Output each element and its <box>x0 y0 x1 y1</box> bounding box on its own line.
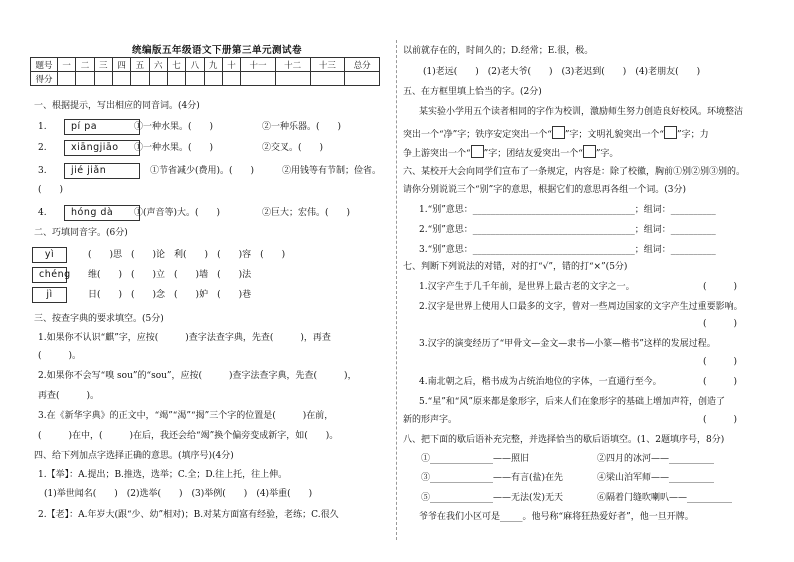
s1-q3-a: ①节省减少(费用)。( ) <box>150 166 255 176</box>
s4-cont-options: (1)老远( ) (2)老大爷( ) (3)老迟到( ) (4)老朋友( ) <box>423 67 701 77</box>
score-entry-cell[interactable] <box>310 72 345 86</box>
answer-box-3[interactable] <box>471 145 484 158</box>
score-header-cell: 十二 <box>275 58 310 72</box>
s8-r2-b: ④梁山泊军师——__________ <box>597 473 715 483</box>
s7-q4: 4.南北朝之后，楷书成为占统治地位的字体，一直通行至今。 <box>419 377 662 387</box>
score-entry-cell[interactable] <box>204 72 222 86</box>
s5-line2-a: 突出一个“净”字；铁序安定突出一个“ <box>403 130 552 140</box>
score-value-row <box>31 72 380 86</box>
s3-q3-line2: ( )在中，( )在后，我还会给“竭”换个偏旁变成新字，如( )。 <box>38 431 339 441</box>
s4-q2-line1: 2.【老】：A.年岁大(跟“少、幼”相对)；B.对某方面富有经验，老练；C.很久 <box>38 510 339 520</box>
s3-q1-line1: 1.如果你不认识“麒”字，应按( )查字法查字典，先查( )，再查 <box>38 333 331 343</box>
s7-q1-mark: ( ) <box>703 282 738 292</box>
score-entry-cell[interactable] <box>186 72 204 86</box>
s7-q5-mark: ( ) <box>703 415 738 425</box>
s5-line3-c: ”字。 <box>595 149 619 159</box>
s3-q3-line1: 3.在《新华字典》的正文中，“竭”“渴”“揭”三个字的位置是( )在前， <box>38 411 334 421</box>
score-header-cell: 十三 <box>310 58 345 72</box>
score-header-cell: 四 <box>112 58 130 72</box>
s1-q3-cont: ( ) <box>38 185 64 195</box>
s2-r2-text: 维( ) ( )立 ( )墙 ( )法 <box>88 270 252 280</box>
s2-r1-pinyin-box: yì <box>32 247 67 263</box>
score-entry-cell[interactable] <box>167 72 185 86</box>
s1-q2-pinyin-box: xiāngjiāo <box>64 140 140 156</box>
s1-q1-a: ①一种水果。( ) <box>134 122 214 132</box>
s7-q4-mark: ( ) <box>703 377 738 387</box>
score-entry-cell[interactable] <box>345 72 380 86</box>
left-column <box>30 0 392 562</box>
section-7-heading: 七、判断下列说法的对错，对的打“√”，错的打“×”(5分) <box>403 262 628 272</box>
score-entry-cell[interactable] <box>131 72 149 86</box>
s1-q4-b: ②巨大；宏伟。( ) <box>262 208 351 218</box>
s7-q2-mark: ( ) <box>703 319 738 329</box>
score-entry-cell[interactable] <box>76 72 94 86</box>
s2-r1-text: ( )思 ( )论 利( ) ( )容 ( ) <box>88 250 286 260</box>
s1-q4-num: 4. <box>38 208 47 218</box>
s5-line2-b: ”字；文明礼貌突出一个“ <box>564 130 665 140</box>
section-5-heading: 五、在方框里填上恰当的字。(2分) <box>403 87 542 97</box>
exam-title: 统编版五年级语文下册第三单元测试卷 <box>132 45 303 56</box>
s1-q3-pinyin-box: jié jiǎn <box>64 163 140 179</box>
answer-box-4[interactable] <box>583 145 596 158</box>
s7-q2: 2.汉字是世界上使用人口最多的文字，曾对一些周边国家的文字产生过重要影响。 <box>419 302 743 312</box>
s5-line1: 某实验小学用五个读者相同的字作为校训，激励师生努力创造良好校风。环境整洁 <box>419 107 744 117</box>
section-1-heading: 一、根据提示，写出相应的同音词。(4分) <box>34 101 200 111</box>
score-entry-cell[interactable] <box>275 72 310 86</box>
score-header-cell: 三 <box>94 58 112 72</box>
s6-q1: 1.“别”意思：____________________________________；组词：__________ <box>419 205 716 215</box>
s1-q2-num: 2. <box>38 143 47 153</box>
s4-q1-line1: 1.【举】：A.提出；B.推选，选举；C.全；D.往上托，往上伸。 <box>38 470 288 480</box>
score-header-cell: 二 <box>76 58 94 72</box>
score-header-cell: 一 <box>58 58 76 72</box>
s2-r2-pinyin-box: chéng <box>32 267 67 283</box>
s8-r1-b: ②四月的冰河——__________ <box>597 454 715 464</box>
s1-q4-a: ①(声音等)大。( ) <box>134 208 221 218</box>
s1-q1-b: ②一种乐器。( ) <box>262 122 342 132</box>
score-header-cell: 八 <box>186 58 204 72</box>
score-row-label: 得分 <box>31 72 58 86</box>
section-6-heading: 六、某校开大会向同学们宣布了一条规定，内容是：除了校徽，胸前①别②别③别的。 <box>403 167 746 177</box>
right-column <box>403 0 769 562</box>
answer-box-1[interactable] <box>552 126 565 139</box>
score-header-cell: 六 <box>149 58 167 72</box>
score-table <box>30 57 380 86</box>
score-entry-cell[interactable] <box>112 72 130 86</box>
s4-cont-line1: 以前就存在的，时间久的；D.经常；E.很，极。 <box>403 46 594 56</box>
score-header-cell: 七 <box>167 58 185 72</box>
s1-q4-pinyin-box: hóng dà <box>64 205 140 221</box>
s1-q2-b: ②交叉。( ) <box>262 143 324 153</box>
s3-q2-line2: 再查( )。 <box>38 391 100 401</box>
score-header-cell: 九 <box>204 58 222 72</box>
s8-r3-b: ⑥隔着门缝吹喇叭——__________ <box>597 493 733 503</box>
s2-r3-text: 日( ) ( )念 ( )妒 ( )巷 <box>88 290 252 300</box>
score-header-cell: 总分 <box>345 58 380 72</box>
s1-q3-b: ②用钱等有节制；俭省。 <box>282 166 382 176</box>
score-entry-cell[interactable] <box>149 72 167 86</box>
s1-q2-a: ①一种水果。( ) <box>134 143 214 153</box>
s7-q1: 1.汉字产生于几千年前，是世界上最古老的文字之一。 <box>419 282 635 292</box>
s7-q5-line1: 5.“星”和“风”原来都是象形字，后来人们在象形字的基础上增加声符，创造了 <box>419 397 725 407</box>
s8-r2-a: ③______________——有言(盐)在先 <box>421 473 564 483</box>
s1-q3-num: 3. <box>38 166 47 176</box>
score-header-row <box>31 58 380 72</box>
score-entry-cell[interactable] <box>222 72 240 86</box>
s8-paragraph: 爷爷在我们小区可是_____。他号称“麻将狂热爱好者”，他一旦开牌。 <box>419 512 694 522</box>
s5-line3-b: ”字；团结友爱突出一个“ <box>483 149 583 159</box>
s8-r3-a: ⑤______________——无法(发)无天 <box>421 493 564 503</box>
s1-q1-num: 1. <box>38 122 47 132</box>
section-3-heading: 三、按查字典的要求填空。(5分) <box>34 314 164 324</box>
s5-line3-a: 争上游突出一个“ <box>403 149 471 159</box>
score-entry-cell[interactable] <box>58 72 76 86</box>
s6-instruction: 请你分别说说三个“别”字的意思，根据它们的意思再各组一个词。(3分) <box>403 185 686 195</box>
score-header-cell: 十一 <box>241 58 276 72</box>
section-2-heading: 二、巧填同音字。(6分) <box>34 228 128 238</box>
answer-box-2[interactable] <box>664 126 677 139</box>
s5-line2 <box>403 126 709 141</box>
s7-q5-line2: 新的形声字。 <box>403 415 458 425</box>
score-entry-cell[interactable] <box>241 72 276 86</box>
section-4-heading: 四、给下列加点字选择正确的意思。(填序号)(4分) <box>34 451 234 461</box>
s5-line3 <box>403 145 618 160</box>
s8-r1-a: ①______________——照旧 <box>421 454 530 464</box>
score-entry-cell[interactable] <box>94 72 112 86</box>
s4-q1-options: (1)举世闻名( ) (2)选举( ) (3)举例( ) (4)举重( ) <box>44 489 313 499</box>
score-header-cell: 十 <box>222 58 240 72</box>
s5-line2-c: ”字；力 <box>677 130 709 140</box>
section-8-heading: 八、把下面的歇后语补充完整，并选择恰当的歇后语填空。(1、2题填序号，8分) <box>403 435 725 445</box>
s3-q2-line1: 2.如果你不会写“嗅 sou”的“sou”，应按( )查字法查字典，先查( )， <box>38 371 357 381</box>
score-header-cell: 题号 <box>31 58 58 72</box>
s1-q1-pinyin-box: pí pa <box>64 119 140 135</box>
s3-q1-line2: ( )。 <box>38 351 82 361</box>
score-header-cell: 五 <box>131 58 149 72</box>
column-divider <box>396 40 397 540</box>
s7-q3: 3.汉字的演变经历了“甲骨文—金文—隶书—小篆—楷书”这样的发展过程。 <box>419 339 716 349</box>
s6-q2: 2.“别”意思：____________________________________；组词：__________ <box>419 225 716 235</box>
s7-q3-mark: ( ) <box>703 357 738 367</box>
s6-q3: 3.“别”意思：____________________________________；组词：__________ <box>419 245 716 255</box>
s2-r3-pinyin-box: jì <box>32 287 67 303</box>
